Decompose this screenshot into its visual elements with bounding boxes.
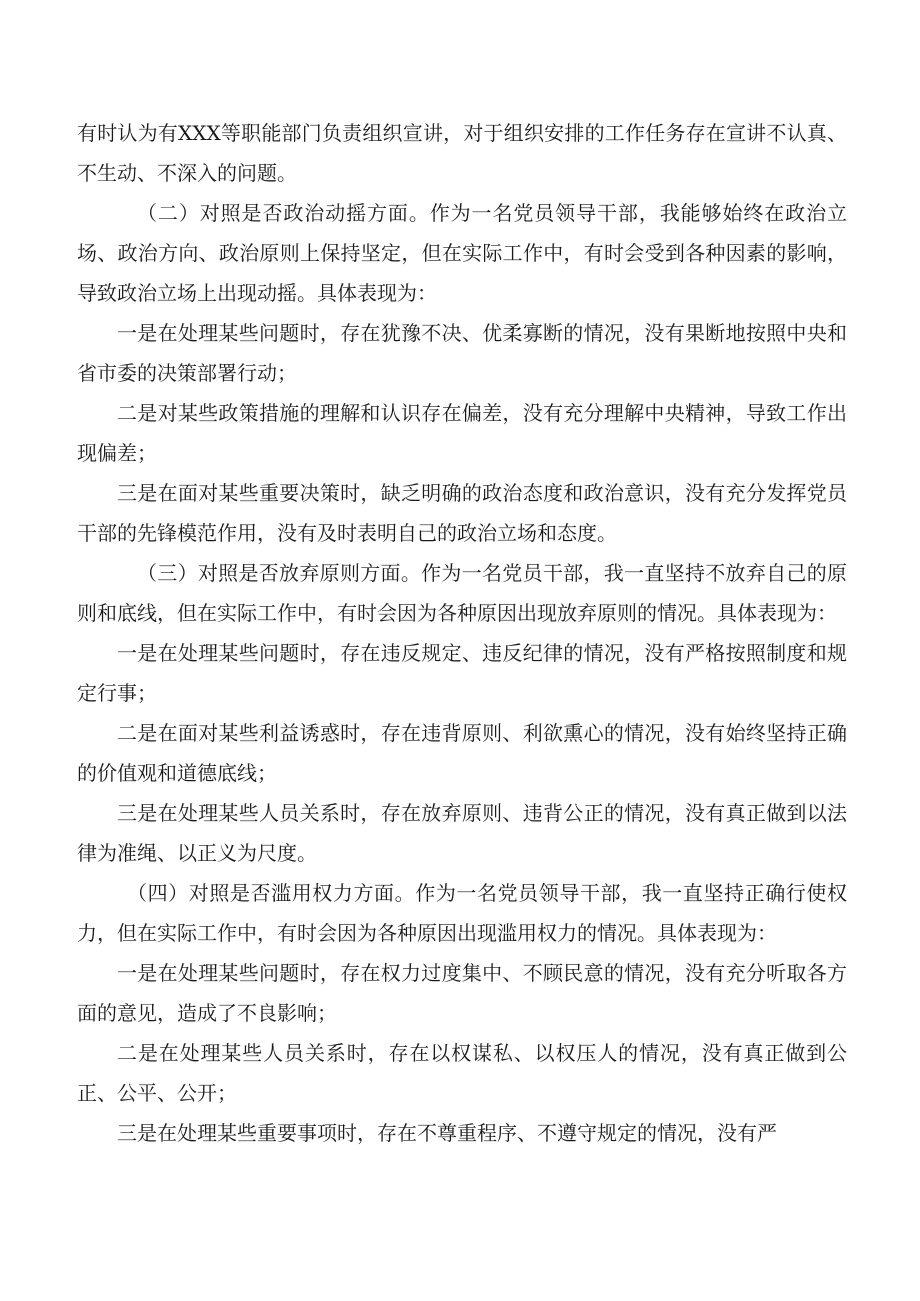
paragraph-section-four-heading: （四）对照是否滥用权力方面。作为一名党员领导干部，我一直坚持正确行使权力，但在实际工作中，有时会因为各种原因出现滥用权力的情况。具体表现为：: [77, 881, 847, 945]
paragraph-section-two-item-three: 三是在面对某些重要决策时，缺乏明确的政治态度和政治意识，没有充分发挥党员干部的先锋模范作用，没有及时表明自己的政治立场和态度。: [77, 481, 847, 545]
paragraph-section-four-item-three: 三是在处理某些重要事项时，存在不尊重程序、不遵守规定的情况，没有严: [117, 1121, 777, 1145]
paragraph-section-three-item-one: 一是在处理某些问题时，存在违反规定、违反纪律的情况，没有严格按照制度和规定行事；: [77, 641, 847, 705]
paragraph-section-three-item-three: 三是在处理某些人员关系时，存在放弃原则、违背公正的情况，没有真正做到以法律为准绳、以正义为尺度。: [77, 801, 847, 865]
paragraph-section-two-item-one: 一是在处理某些问题时，存在犹豫不决、优柔寡断的情况，没有果断地按照中央和省市委的决策部署行动；: [77, 321, 847, 385]
document-body: [77, 113, 847, 1153]
paragraph-section-four-item-one: 一是在处理某些问题时，存在权力过度集中、不顾民意的情况，没有充分听取各方面的意见，造成了不良影响；: [77, 961, 847, 1025]
paragraph-section-four-item-two: 二是在处理某些人员关系时，存在以权谋私、以权压人的情况，没有真正做到公正、公平、公开；: [77, 1041, 847, 1105]
paragraph-section-two-heading: （二）对照是否政治动摇方面。作为一名党员领导干部，我能够始终在政治立场、政治方向、政治原则上保持坚定，但在实际工作中，有时会受到各种因素的影响，导致政治立场上出现动摇。具体表现为：: [77, 201, 847, 305]
paragraph-section-two-item-two: 二是对某些政策措施的理解和认识存在偏差，没有充分理解中央精神，导致工作出现偏差；: [77, 401, 847, 465]
paragraph-section-three-item-two: 二是在面对某些利益诱惑时，存在违背原则、利欲熏心的情况，没有始终坚持正确的价值观和道德底线；: [77, 721, 847, 785]
paragraph-continuation: 有时认为有XXX等职能部门负责组织宣讲，对于组织安排的工作任务存在宣讲不认真、不生动、不深入的问题。: [77, 121, 847, 185]
paragraph-section-three-heading: （三）对照是否放弃原则方面。作为一名党员干部，我一直坚持不放弃自己的原则和底线，但在实际工作中，有时会因为各种原因出现放弃原则的情况。具体表现为：: [77, 561, 847, 625]
